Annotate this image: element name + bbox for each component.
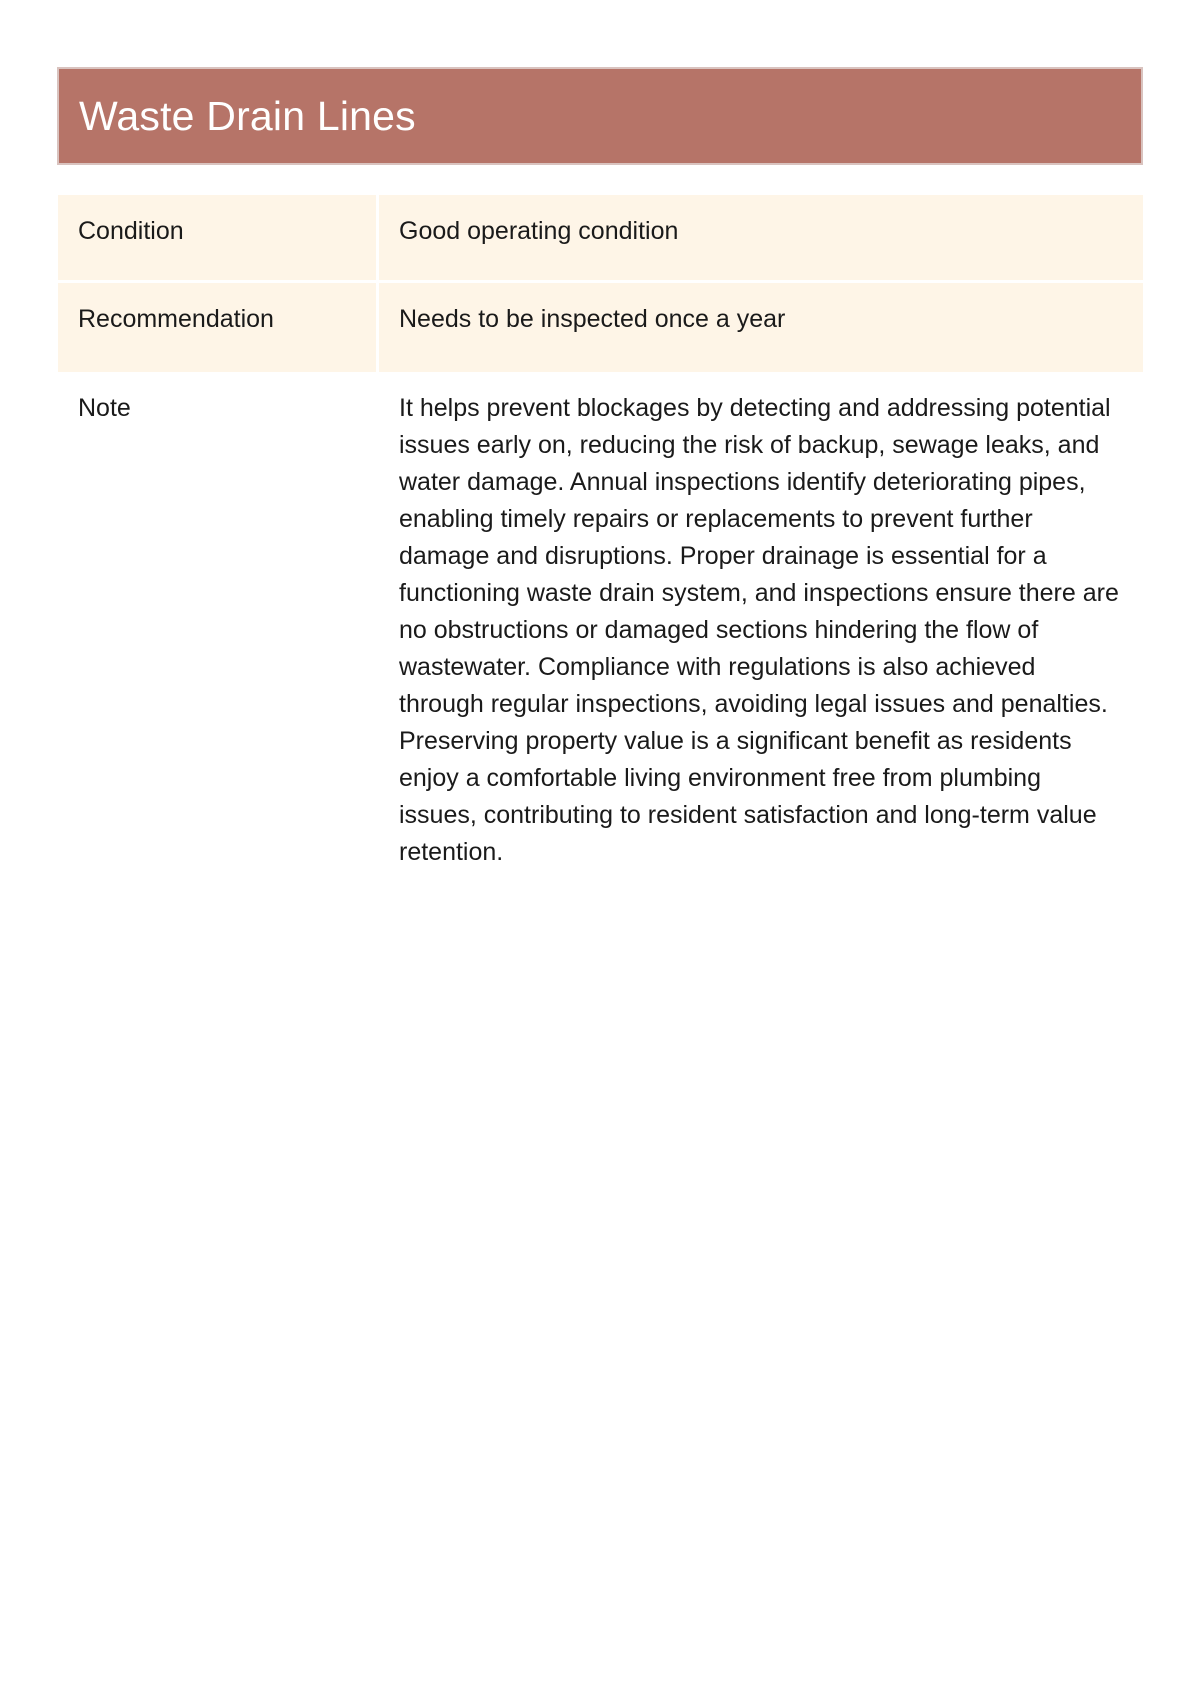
note-label: Note <box>58 372 376 871</box>
section-header <box>57 67 1143 165</box>
details-table <box>58 195 1143 871</box>
condition-label: Condition <box>58 195 376 280</box>
recommendation-label: Recommendation <box>58 283 376 372</box>
table-row-recommendation <box>58 280 1143 372</box>
note-value: It helps prevent blockages by detecting and addressing potential issues early on, reducing the risk of backup, sewage leaks, and water damage. Annual inspections identify deteriorating pipes, enabling timely repairs or replacements to prevent further damage and disruptions. Proper drainage is essential for a functioning waste drain system, and inspections ensure there are no obstructions or damaged sections hindering the flow of wastewater. Compliance with regulations is also achieved through regular inspections, avoiding legal issues and penalties. Preserving property value is a significant benefit as residents enjoy a comfortable living environment free from plumbing issues, contributing to resident satisfaction and long-term value retention. <box>376 372 1143 871</box>
condition-value: Good operating condition <box>376 195 1143 280</box>
table-row-note <box>58 372 1143 871</box>
table-row-condition <box>58 195 1143 280</box>
section-title: Waste Drain Lines <box>79 92 416 139</box>
recommendation-value: Needs to be inspected once a year <box>376 283 1143 372</box>
